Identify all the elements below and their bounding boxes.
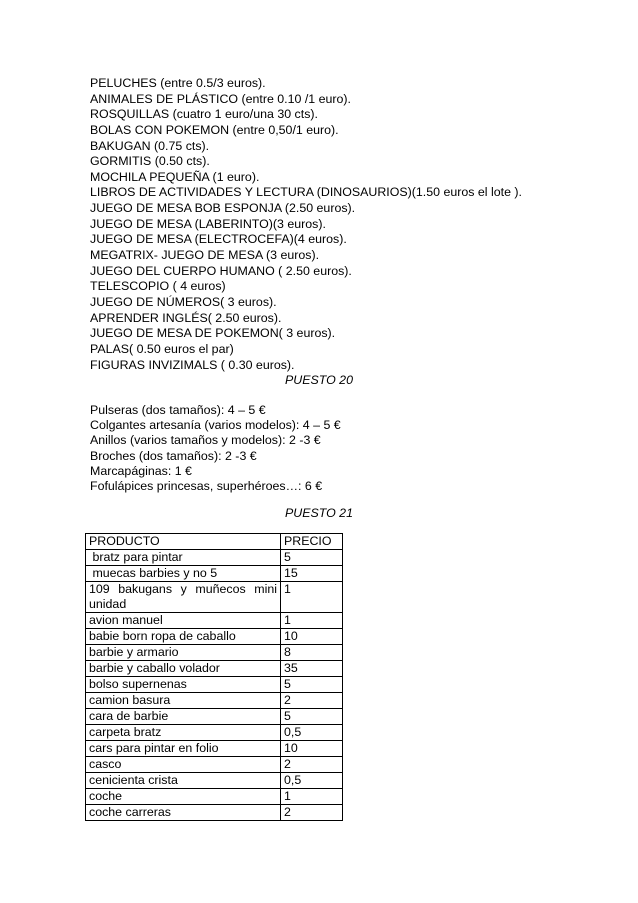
list-item: Broches (dos tamaños): 2 -3 € bbox=[90, 448, 257, 463]
puesto-20-list bbox=[90, 403, 560, 494]
table-row bbox=[86, 805, 343, 821]
price-cell: 5 bbox=[281, 677, 343, 693]
table-row bbox=[86, 566, 343, 582]
list-item: MEGATRIX- JUEGO DE MESA (3 euros). bbox=[90, 248, 320, 263]
header-producto: PRODUCTO bbox=[86, 534, 281, 550]
product-cell: avion manuel bbox=[86, 613, 281, 629]
list-item: JUEGO DE NÚMEROS( 3 euros). bbox=[90, 294, 277, 309]
list-item: PALAS( 0.50 euros el par) bbox=[90, 341, 234, 356]
product-cell: muecas barbies y no 5 bbox=[86, 566, 281, 582]
product-cell: cars para pintar en folio bbox=[86, 741, 281, 757]
list-item: LIBROS DE ACTIVIDADES Y LECTURA (DINOSAURIOS)(1.50 euros el lote ). bbox=[90, 185, 522, 200]
puesto-20-heading bbox=[0, 372, 638, 388]
product-cell: camion basura bbox=[86, 693, 281, 709]
product-cell: barbie y armario bbox=[86, 645, 281, 661]
price-cell: 10 bbox=[281, 741, 343, 757]
product-cell: casco bbox=[86, 757, 281, 773]
header-precio: PRECIO bbox=[281, 534, 343, 550]
list-item: JUEGO DE MESA BOB ESPONJA (2.50 euros). bbox=[90, 201, 356, 216]
list-item: Fofulápices princesas, superhéroes…: 6 € bbox=[90, 478, 323, 493]
list-item: Anillos (varios tamaños y modelos): 2 -3 € bbox=[90, 433, 321, 448]
price-cell: 0,5 bbox=[281, 773, 343, 789]
product-cell: bolso supernenas bbox=[86, 677, 281, 693]
product-cell: coche carreras bbox=[86, 805, 281, 821]
price-cell: 1 bbox=[281, 582, 343, 613]
product-cell bbox=[86, 582, 281, 613]
list-item: JUEGO DE MESA DE POKEMON( 3 euros). bbox=[90, 326, 336, 341]
list-item: GORMITIS (0.50 cts). bbox=[90, 154, 210, 169]
list-item: FIGURAS INVIZIMALS ( 0.30 euros). bbox=[90, 357, 295, 372]
table-row bbox=[86, 789, 343, 805]
table-row bbox=[86, 709, 343, 725]
list-item: PELUCHES (entre 0.5/3 euros). bbox=[90, 76, 266, 90]
list-item: Pulseras (dos tamaños): 4 – 5 € bbox=[90, 403, 266, 417]
product-cell: carpeta bratz bbox=[86, 725, 281, 741]
price-cell: 0,5 bbox=[281, 725, 343, 741]
list-item: JUEGO DE MESA (LABERINTO)(3 euros). bbox=[90, 216, 326, 231]
list-item: BOLAS CON POKEMON (entre 0,50/1 euro). bbox=[90, 122, 339, 137]
price-cell: 10 bbox=[281, 629, 343, 645]
products-table bbox=[85, 533, 343, 821]
puesto-21-heading bbox=[0, 505, 638, 521]
list-item: JUEGO DEL CUERPO HUMANO ( 2.50 euros). bbox=[90, 263, 352, 278]
product-cell: bratz para pintar bbox=[86, 550, 281, 566]
list-item: TELESCOPIO ( 4 euros) bbox=[90, 279, 226, 294]
list-item: ROSQUILLAS (cuatro 1 euro/una 30 cts). bbox=[90, 107, 318, 122]
table-row bbox=[86, 613, 343, 629]
price-cell: 2 bbox=[281, 757, 343, 773]
price-cell: 2 bbox=[281, 693, 343, 709]
table-row bbox=[86, 725, 343, 741]
product-cell: cenicienta crista bbox=[86, 773, 281, 789]
product-cell: cara de barbie bbox=[86, 709, 281, 725]
list-item: MOCHILA PEQUEÑA (1 euro). bbox=[90, 169, 260, 184]
table-row bbox=[86, 757, 343, 773]
table-row bbox=[86, 629, 343, 645]
price-cell: 35 bbox=[281, 661, 343, 677]
puesto-20-heading-text: PUESTO 20 bbox=[285, 373, 353, 387]
table-row bbox=[86, 661, 343, 677]
table-row bbox=[86, 677, 343, 693]
product-cell: coche bbox=[86, 789, 281, 805]
table-row bbox=[86, 693, 343, 709]
product-cell: barbie y caballo volador bbox=[86, 661, 281, 677]
table-row bbox=[86, 582, 343, 613]
price-cell: 15 bbox=[281, 566, 343, 582]
price-cell: 8 bbox=[281, 645, 343, 661]
price-cell: 1 bbox=[281, 789, 343, 805]
price-cell: 5 bbox=[281, 709, 343, 725]
table-header-row bbox=[86, 534, 343, 550]
table-row bbox=[86, 550, 343, 566]
items-list bbox=[90, 76, 560, 373]
list-item: JUEGO DE MESA (ELECTROCEFA)(4 euros). bbox=[90, 232, 347, 247]
list-item: BAKUGAN (0.75 cts). bbox=[90, 138, 210, 153]
price-cell: 2 bbox=[281, 805, 343, 821]
table-row bbox=[86, 645, 343, 661]
product-cell: babie born ropa de caballo bbox=[86, 629, 281, 645]
table-row bbox=[86, 741, 343, 757]
price-cell: 1 bbox=[281, 613, 343, 629]
list-item: APRENDER INGLÉS( 2.50 euros). bbox=[90, 310, 282, 325]
list-item: ANIMALES DE PLÁSTICO (entre 0.10 /1 euro). bbox=[90, 91, 351, 106]
list-item: Colgantes artesanía (varios modelos): 4 – 5 € bbox=[90, 418, 341, 433]
product-cell-text: 109 bakugans y muñecos mini unidad bbox=[89, 582, 277, 611]
price-cell: 5 bbox=[281, 550, 343, 566]
list-item: Marcapáginas: 1 € bbox=[90, 463, 192, 478]
table-row bbox=[86, 773, 343, 789]
puesto-21-heading-text: PUESTO 21 bbox=[285, 506, 353, 520]
